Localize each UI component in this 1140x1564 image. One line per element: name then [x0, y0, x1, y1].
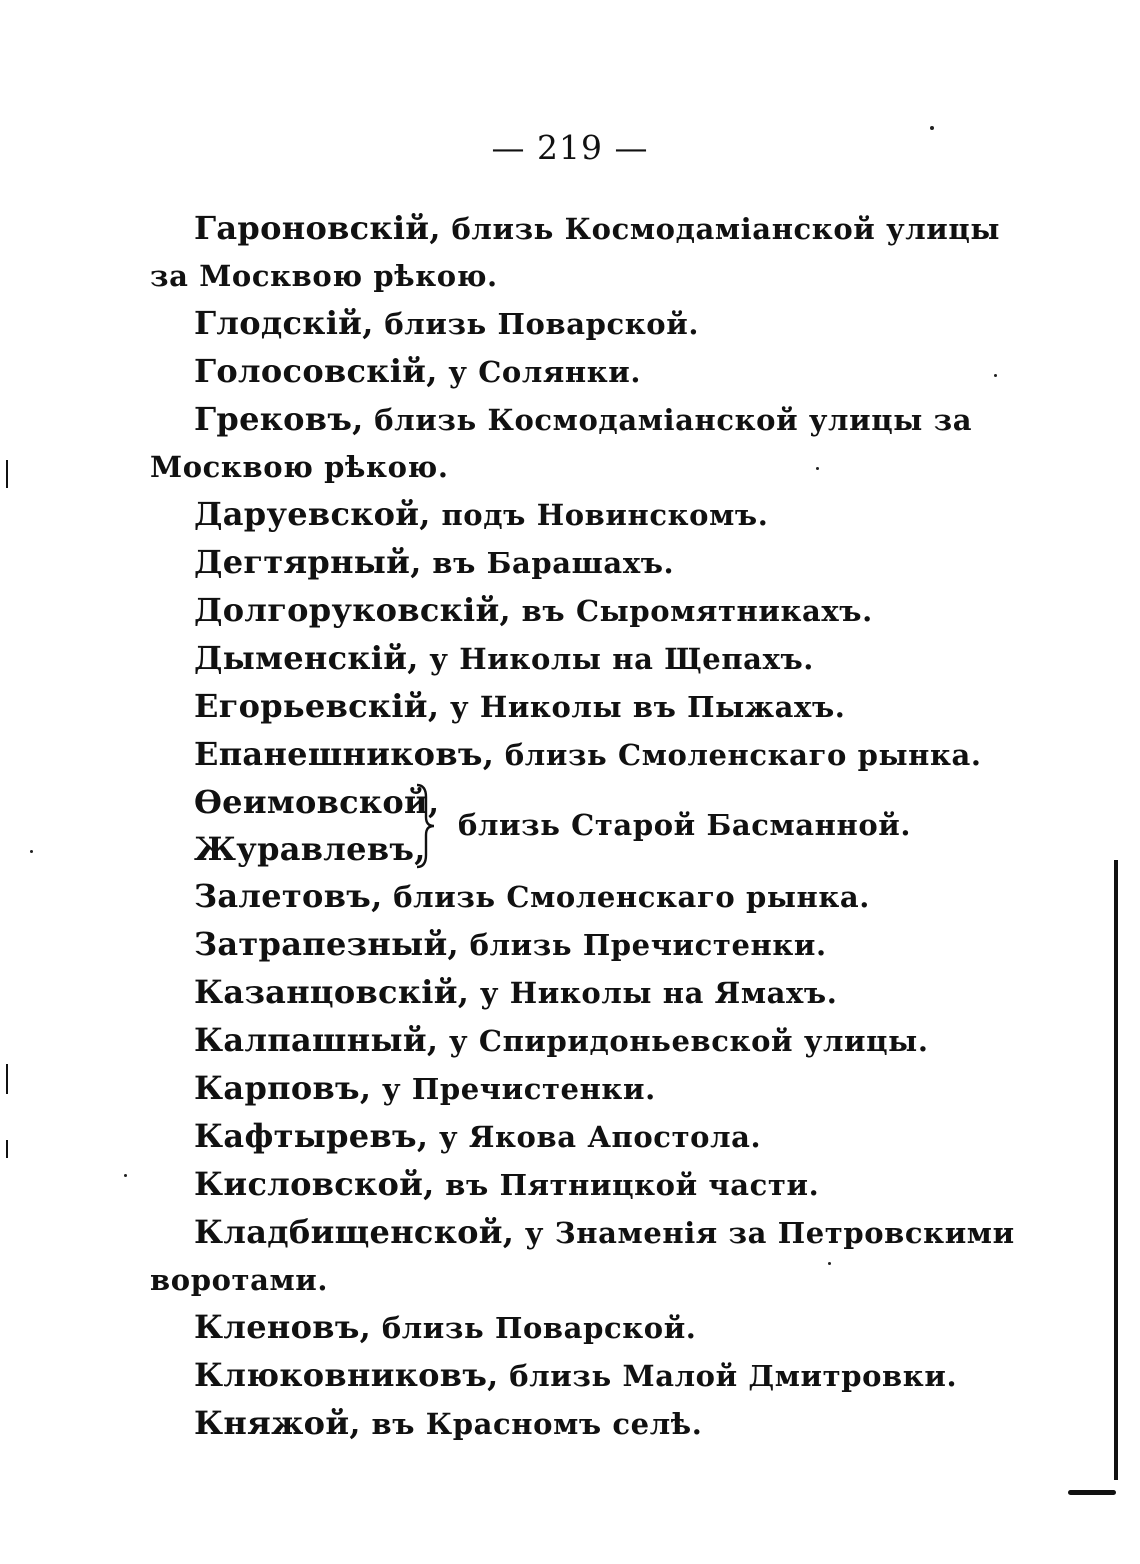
entry — [150, 491, 1020, 539]
entry-text: у Спиридоньевской улицы. — [438, 1024, 929, 1058]
entry — [150, 731, 1020, 779]
entry-head: Ѳеимовской, — [194, 783, 440, 821]
page-number: — 219 — — [491, 128, 649, 167]
entry-head: Долгоруковскій, — [194, 591, 511, 629]
entry-head: Епанешниковъ, — [194, 735, 495, 773]
entry-text: близь Смоленскаго рынка. — [382, 880, 870, 914]
entry-text: близь Смоленскаго рынка. — [494, 738, 982, 772]
entry-text: близь Малой Дмитровки. — [498, 1359, 958, 1393]
entry-text: у Николы на Щепахъ. — [418, 642, 815, 676]
entry — [150, 969, 1020, 1017]
entry — [150, 683, 1020, 731]
scan-edge-line — [6, 1140, 8, 1158]
entry — [150, 539, 1020, 587]
entry — [150, 1113, 1020, 1161]
entry-text: близь Поварской. — [371, 1311, 697, 1345]
entry-text: у Николы въ Пыжахъ. — [439, 690, 846, 724]
entry-head: Кладбищенской, — [194, 1213, 515, 1251]
entry-head: Журавлевъ, — [194, 830, 426, 868]
entry — [150, 1304, 1020, 1352]
scan-edge-line — [6, 1064, 8, 1094]
entry-text: у Солянки. — [437, 355, 642, 389]
scan-edge-line — [1068, 1490, 1116, 1495]
brace-group — [150, 779, 1020, 873]
scan-edge-line — [6, 460, 8, 488]
entry — [150, 1065, 1020, 1113]
entry-head: Кленовъ, — [194, 1308, 372, 1346]
entry-head: Голосовскій, — [194, 352, 438, 390]
entry — [150, 921, 1020, 969]
entry-head: Казанцовскій, — [194, 973, 470, 1011]
scan-speck — [30, 850, 33, 853]
entry-head: Карповъ, — [194, 1069, 372, 1107]
entry-text: подъ Новинскомъ. — [430, 498, 769, 532]
entry-text: близь Космодаміанской улицы за Москвою рѣкою. — [150, 403, 973, 484]
entry-head: Грековъ, — [194, 400, 364, 438]
entry-text: у Николы на Ямахъ. — [469, 976, 838, 1010]
entry — [150, 1352, 1020, 1400]
entry — [150, 1017, 1020, 1065]
entry-head: Дегтярный, — [194, 543, 422, 581]
entry-head: Даруевской, — [194, 495, 431, 533]
entry-text: въ Пятницкой части. — [434, 1168, 820, 1202]
entry-head: Княжой, — [194, 1404, 361, 1442]
entry-text: въ Сыромятникахъ. — [510, 594, 873, 628]
entry-head: Залетовъ, — [194, 877, 383, 915]
entry-text: близь Космодаміанской улицы за Москвою рѣкою. — [150, 212, 1001, 293]
brace-group-names — [194, 779, 439, 873]
entry-text: у Знаменія за Петровскими воротами. — [150, 1216, 1015, 1297]
scan-speck — [828, 1262, 831, 1265]
entry-head: Кисловской, — [194, 1165, 435, 1203]
entry-list — [150, 205, 1020, 1448]
entry-text: близь Пречистенки. — [458, 928, 827, 962]
entry-text: въ Барашахъ. — [421, 546, 675, 580]
entry — [150, 1161, 1020, 1209]
entry-text: въ Красномъ селѣ. — [360, 1407, 703, 1441]
scan-speck — [930, 126, 934, 130]
entry — [150, 396, 1020, 491]
entry-head: Клюковниковъ, — [194, 1356, 499, 1394]
entry-head: Глодскій, — [194, 304, 374, 342]
entry — [150, 205, 1020, 300]
entry — [150, 1209, 1020, 1304]
curly-brace-icon — [414, 779, 436, 873]
entry — [150, 1400, 1020, 1448]
entry — [150, 300, 1020, 348]
entry-head: Егорьевскій, — [194, 687, 440, 725]
entry-text: близь Старой Басманной. — [458, 808, 912, 842]
scan-edge-line — [1114, 860, 1118, 1480]
entry-head: Гароновскій, — [194, 209, 441, 247]
scan-speck — [816, 467, 819, 470]
entry — [150, 873, 1020, 921]
scan-speck — [124, 1174, 127, 1177]
entry-head: Калпашный, — [194, 1021, 439, 1059]
scan-speck — [994, 374, 997, 377]
entry-head: Кафтыревъ, — [194, 1117, 429, 1155]
entry-head: Затрапезный, — [194, 925, 459, 963]
entry — [150, 348, 1020, 396]
entry-text: у Пречистенки. — [371, 1072, 656, 1106]
entry — [150, 635, 1020, 683]
entry-text: у Якова Апостола. — [428, 1120, 762, 1154]
entry — [150, 587, 1020, 635]
entry-text: близь Поварской. — [373, 307, 700, 341]
entry-head: Дыменскій, — [194, 639, 419, 677]
